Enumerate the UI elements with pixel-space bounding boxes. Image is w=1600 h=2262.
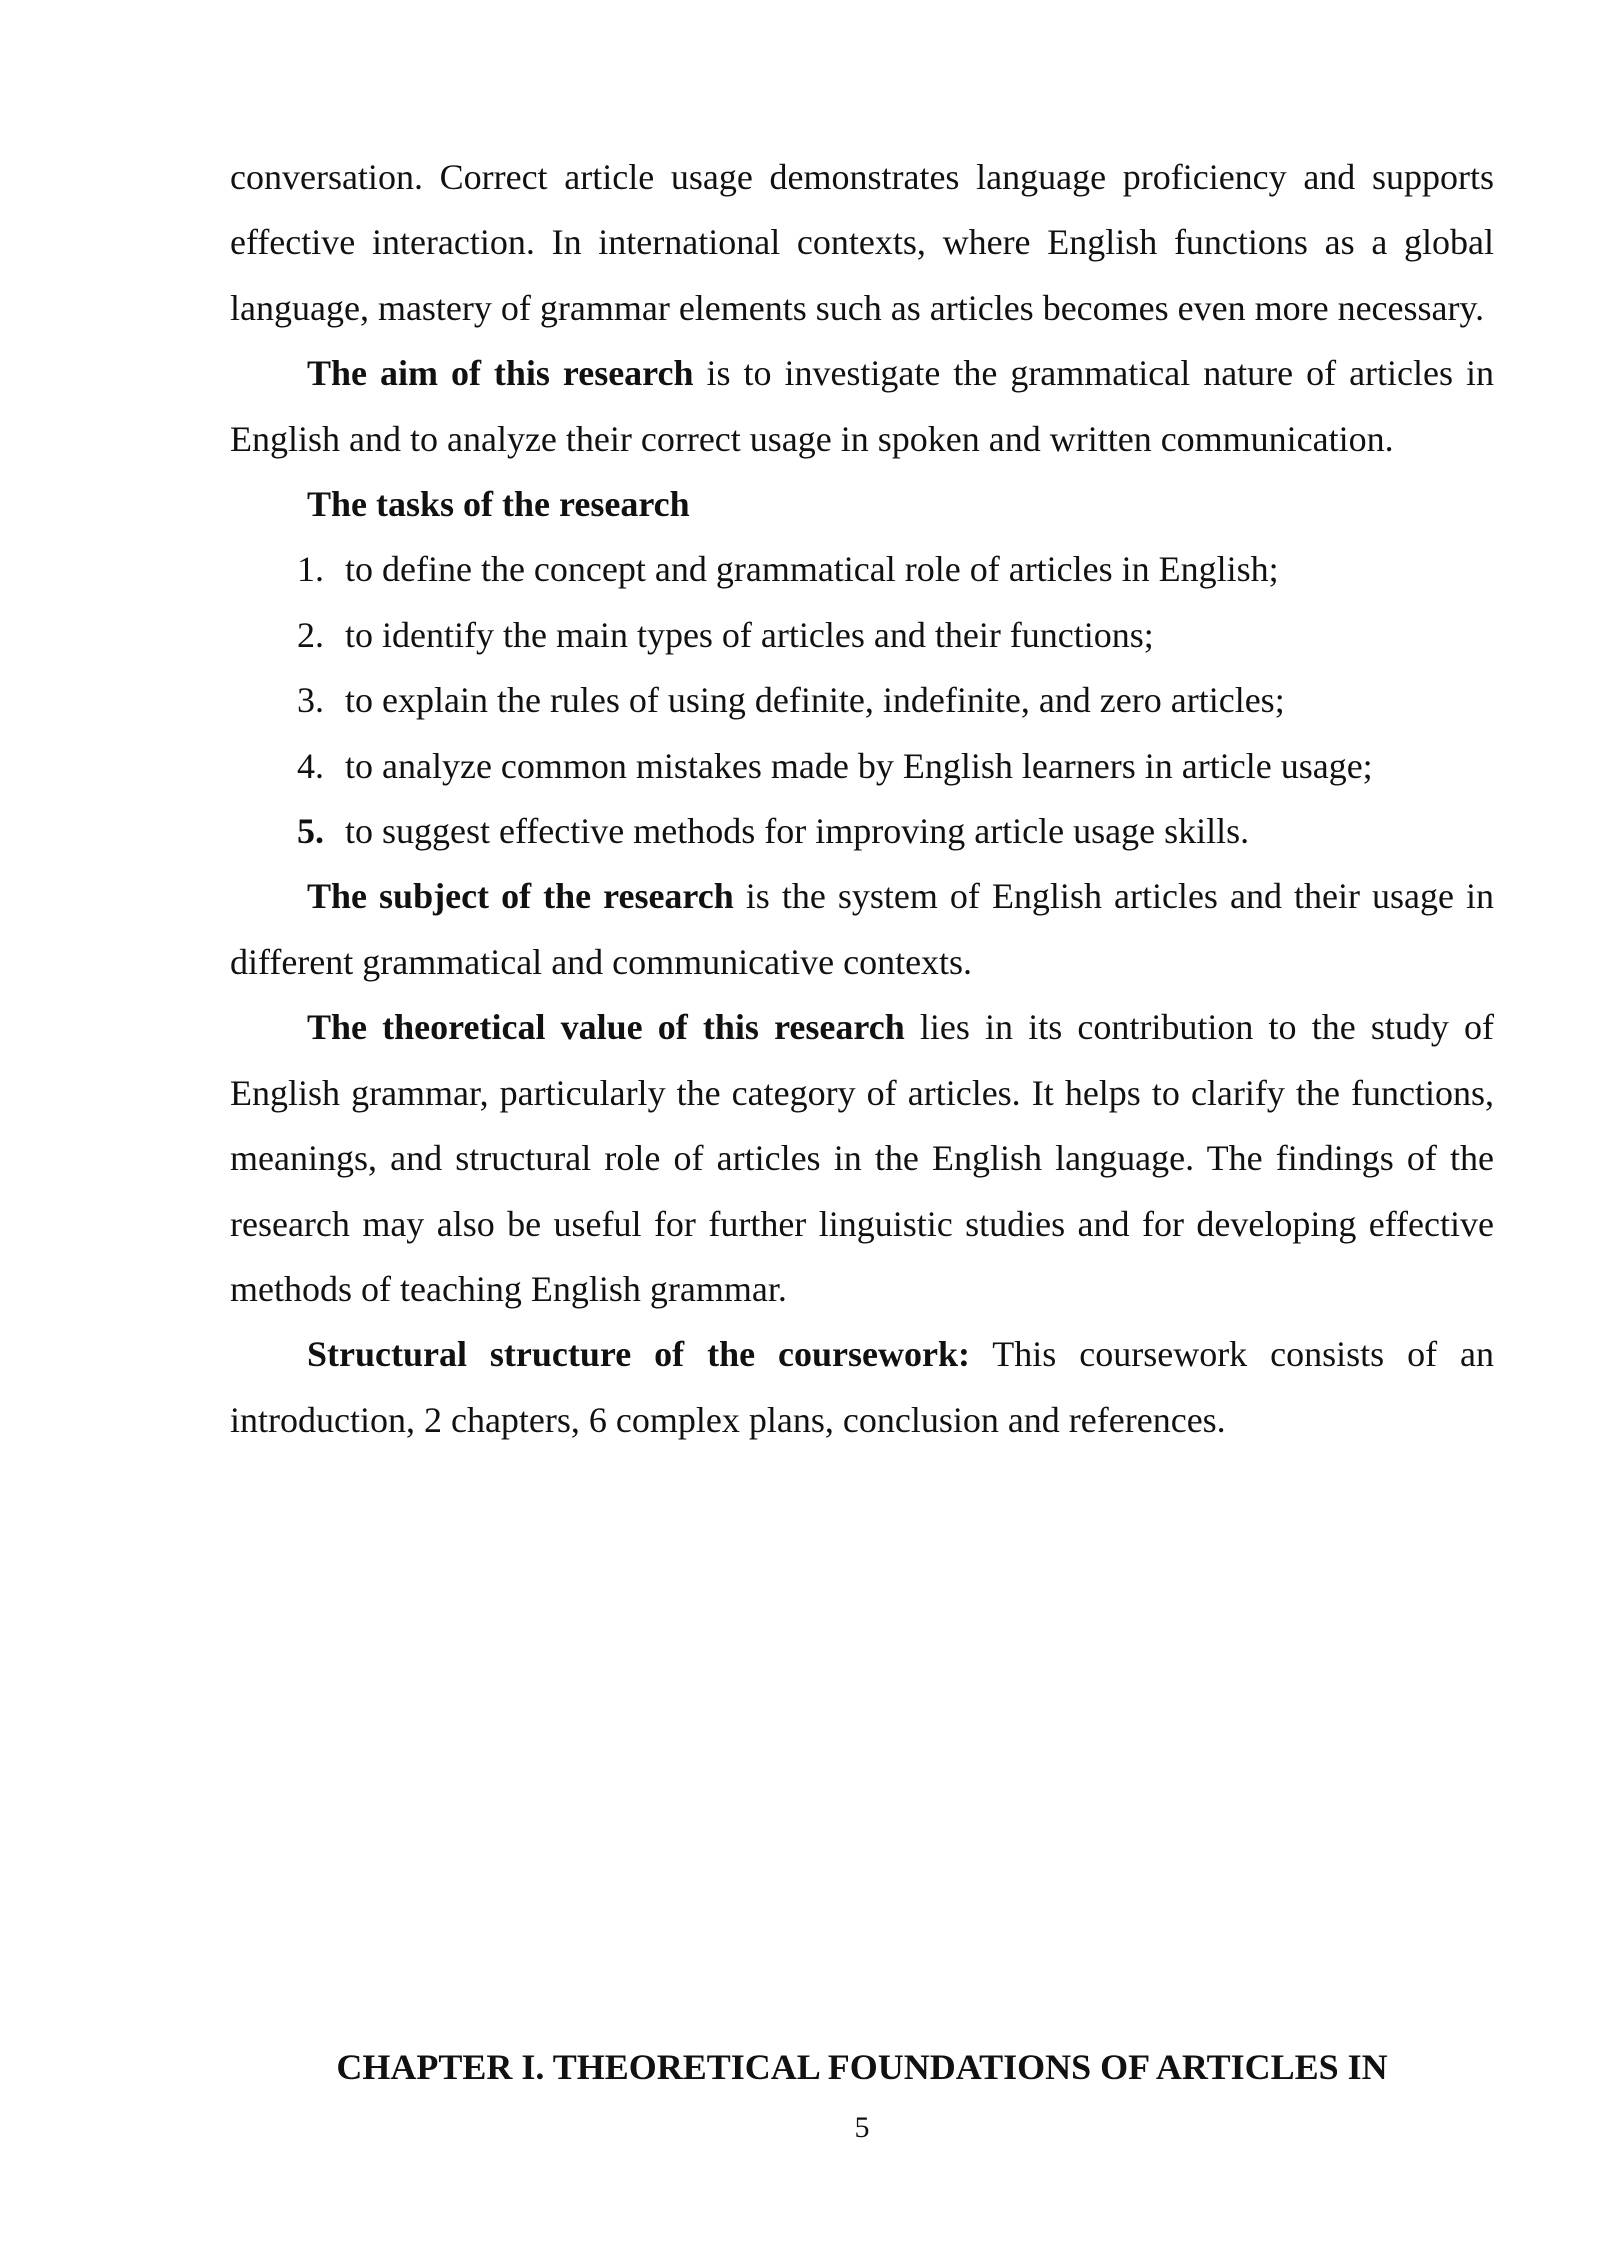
- task-text-1: to define the concept and grammatical role of articles in English;: [345, 549, 1279, 590]
- task-number-2: 2.: [297, 614, 324, 655]
- task-number-5: 5.: [297, 811, 324, 852]
- task-number-4: 4.: [297, 745, 324, 786]
- task-text-4: to analyze common mistakes made by English learners in article usage;: [345, 745, 1373, 786]
- task-item-1: [230, 537, 1494, 602]
- aim-paragraph: [230, 341, 1494, 472]
- tasks-list: [230, 537, 1494, 864]
- chapter-title: CHAPTER I. THEORETICAL FOUNDATIONS OF ARTICLES IN: [336, 2047, 1388, 2087]
- task-number-1: 1.: [297, 549, 324, 590]
- subject-paragraph: [230, 864, 1494, 995]
- aim-text: is to investigate the grammatical nature of articles in English and to analyze their correct usage in spoken and written communication.: [230, 353, 1494, 459]
- task-text-3: to explain the rules of using definite, indefinite, and zero articles;: [345, 680, 1285, 721]
- theoretical-value-label: The theoretical value of this research: [307, 1007, 905, 1048]
- subject-label: The subject of the research: [307, 876, 734, 917]
- structure-paragraph: [230, 1322, 1494, 1453]
- task-item-2: [230, 603, 1494, 668]
- task-item-3: [230, 668, 1494, 733]
- page-content: [230, 145, 1494, 1453]
- tasks-heading: The tasks of the research: [307, 484, 690, 525]
- task-text-5: to suggest effective methods for improving article usage skills.: [345, 811, 1250, 852]
- aim-label: The aim of this research: [307, 353, 694, 394]
- theoretical-value-text: lies in its contribution to the study of English grammar, particularly the category of articles. It helps to clarify the functions, meanings, and structural role of articles in the English language. The findings of the research may also be useful for further linguistic studies and for developing effective methods of teaching English grammar.: [230, 1007, 1494, 1309]
- continuation-paragraph: conversation. Correct article usage demonstrates language proficiency and supports effective interaction. In international contexts, where English functions as a global language, mastery of grammar elements such as articles becomes even more necessary.: [230, 157, 1494, 328]
- structure-label: Structural structure of the coursework:: [307, 1334, 970, 1375]
- theoretical-value-paragraph: [230, 995, 1494, 1322]
- task-item-4: [230, 734, 1494, 799]
- task-item-5: [230, 799, 1494, 864]
- task-number-3: 3.: [297, 680, 324, 721]
- page-number: 5: [854, 2111, 870, 2144]
- structure-text: This coursework consists of an introduction, 2 chapters, 6 complex plans, conclusion and references.: [230, 1334, 1495, 1440]
- subject-text: is the system of English articles and their usage in different grammatical and communicative contexts.: [230, 876, 1494, 982]
- task-text-2: to identify the main types of articles and their functions;: [345, 614, 1154, 655]
